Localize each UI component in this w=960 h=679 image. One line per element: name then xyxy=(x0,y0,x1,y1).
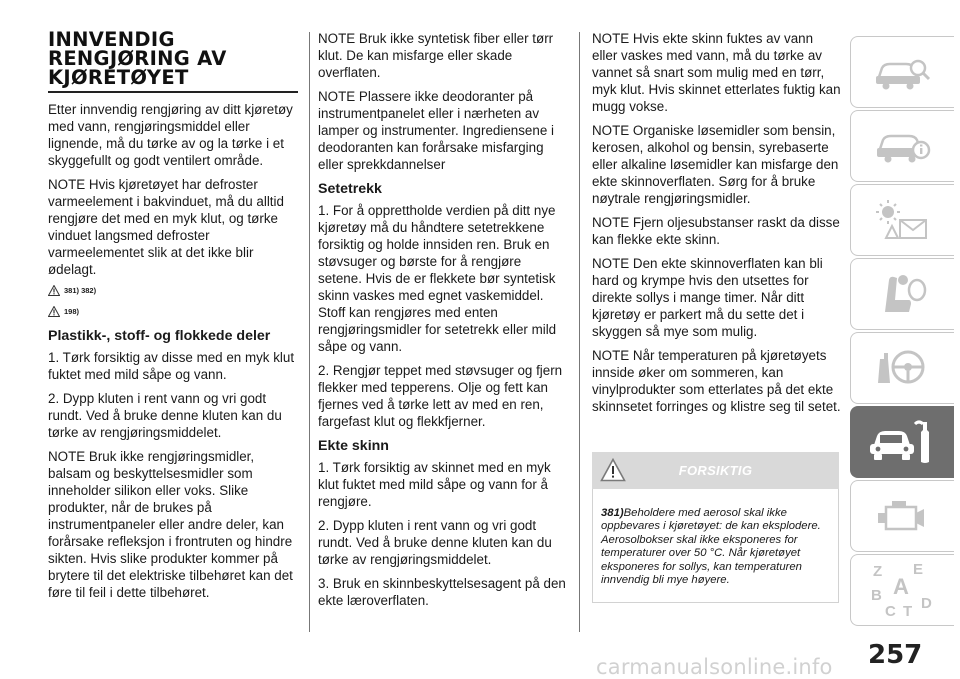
title-rule xyxy=(48,91,298,93)
plastics-step-1: 1. Tørk forsiktig av disse med en myk klut fuktet med mild såpe og vann. xyxy=(48,350,295,382)
leather-step-3: 3. Bruk en skinnbeskyttelsesagent på den ekte læroverflaten. xyxy=(318,576,566,608)
reference-198[interactable] xyxy=(48,303,298,320)
leather-step-2: 2. Dypp kluten i rent vann og vri godt rundt. Ved å bruke denne kluten kan du tørke av rengjøringsmiddelet. xyxy=(318,518,552,567)
page-number: 257 xyxy=(868,640,923,670)
engine-icon xyxy=(872,493,934,539)
subheading-plastics: Plastikk-, stoff- og flokkede deler xyxy=(48,328,271,344)
column-3 xyxy=(592,30,842,422)
tab-service-maintenance[interactable] xyxy=(850,406,954,478)
lights-message-icon xyxy=(872,198,934,242)
plastics-note: NOTE Bruk ikke rengjøringsmidler, balsam og beskyttelsesmidler som inneholder silikon eller voks. Slike produkter, når de brukes på instrumentpaneler eller andre deler, kan forårsake refleksjon i frontruten og hindre sikten. Hvis slike produkter kommer på brytere til det elektriske tilbehøret kan det føre til feil i dette tilbehøret. xyxy=(48,449,293,600)
tab-dashboard[interactable] xyxy=(850,110,954,182)
caution-text: Beholdere med aerosol skal ikke oppbevares i kjøretøyet: de kan eksplodere. Aerosolbokser skal ikke eksponeres for temperaturer over 50 °C. Når kjøretøyet eksponeres for sollys, kan temperaturen innvendig bli mye høyere. xyxy=(601,507,821,587)
tab-safety[interactable] xyxy=(850,258,954,330)
seat-step-2: 2. Rengjør teppet med støvsuger og fjern flekker med tepperens. Olje og fett kan fjernes ved å tørke lett av med en ren, fargefast klut og flekkfjerner. xyxy=(318,363,563,429)
reference-label: 198) xyxy=(64,307,80,316)
car-info-icon xyxy=(875,126,931,166)
column-2 xyxy=(318,30,568,616)
index-letter: D xyxy=(920,595,932,612)
airbag-seat-icon xyxy=(875,272,931,316)
section-title-line3: KJØRETØYET xyxy=(48,66,189,89)
index-letter: T xyxy=(902,603,912,620)
caution-ref: 381) xyxy=(601,507,624,519)
watermark: carmanualsonline.info xyxy=(596,655,833,679)
index-letter: E xyxy=(912,561,923,578)
defroster-note: NOTE Hvis kjøretøyet har defroster varmeelement i bakvinduet, må du alltid rengjøre det med en myk klut, og tørke vinduet langsmed defroster varmeelementet slik at det ikke blir ødelagt. xyxy=(48,177,284,277)
oil-note: NOTE Fjern oljesubstanser raskt da disse kan flekke ekte skinn. xyxy=(592,215,840,247)
wheel-emergency-icon xyxy=(872,345,934,391)
tab-starting-driving[interactable] xyxy=(850,332,954,404)
car-service-icon xyxy=(867,418,939,466)
tab-alphabetical-index[interactable] xyxy=(850,554,954,626)
seat-step-1: 1. For å opprettholde verdien på ditt nye kjøretøy må du håndtere setetrekkene forsiktig og holde innsiden ren. Bruk en støvsuger og børste for å rengjøre setene. Hvis de er flekkete bør syntetisk skinn vaskes med egnet vaskemiddel. Stoff kan rengjøres med enten rengjøringsmidler for setetrekk eller mild såpe og vann. xyxy=(318,203,557,354)
caution-body xyxy=(592,489,839,603)
index-letter: A xyxy=(892,574,909,599)
index-letter: C xyxy=(884,603,896,620)
sunlight-note: NOTE Den ekte skinnoverflaten kan bli hard og krympe hvis den utsettes for direkte sollys i mange timer. Når ditt kjøretøy er parkert må du sette det i skyggen så mye som mulig. xyxy=(592,256,823,339)
synthetic-note: NOTE Bruk ikke syntetisk fiber eller tørr klut. De kan misfarge eller skade overflaten. xyxy=(318,31,554,80)
section-title xyxy=(48,30,298,87)
plastics-step-2: 2. Dypp kluten i rent vann og vri godt rundt. Ved å bruke denne kluten kan du tørke av rengjøringsmiddelet. xyxy=(48,391,282,440)
caution-title: FORSIKTIG xyxy=(678,463,753,478)
temperature-note: NOTE Når temperaturen på kjøretøyets innside øker om sommeren, kan vinylprodukter som etterlates på det ekte skinnsetet forringes og klistre seg til setet. xyxy=(592,348,841,414)
tab-technical-data[interactable] xyxy=(850,480,954,552)
index-letter: Z xyxy=(872,563,882,580)
column-divider xyxy=(309,32,310,632)
deodorant-note: NOTE Plassere ikke deodoranter på instrumentpanelet eller i nærheten av lamper og instrumenter. Ingrediensene i deodoranten kan forårsake misfarging eller sprekkdannelser xyxy=(318,89,554,172)
tab-lights-warnings[interactable] xyxy=(850,184,954,256)
subheading-seat-covers: Setetrekk xyxy=(318,181,382,197)
tab-getting-to-know[interactable] xyxy=(850,36,954,108)
reference-label: 381) 382) xyxy=(64,286,97,295)
caution-header xyxy=(592,452,839,489)
section-title-line1: INNVENDIG xyxy=(48,28,175,51)
caution-icon xyxy=(48,306,60,317)
warning-triangle-icon xyxy=(48,285,60,296)
section-title-line2: RENGJØRING AV xyxy=(48,47,227,70)
caution-box xyxy=(592,452,839,598)
reference-381-382[interactable] xyxy=(48,282,298,299)
column-divider xyxy=(579,32,580,632)
index-letter: B xyxy=(870,587,882,604)
column-1 xyxy=(48,30,298,608)
subheading-leather: Ekte skinn xyxy=(318,438,389,454)
intro-paragraph: Etter innvendig rengjøring av ditt kjøretøy med vann, rengjøringsmiddel eller lignende, må du tørke av og la tørke i et skyggefullt og godt ventilert område. xyxy=(48,102,293,168)
leather-water-note: NOTE Hvis ekte skinn fuktes av vann eller vaskes med vann, må du tørke av vannet så snart som mulig med en tørr, myk klut. Hvis skinnet etterlates fuktig kan mugg vokse. xyxy=(592,31,841,114)
alphabet-index-icon xyxy=(863,560,943,620)
solvents-note: NOTE Organiske løsemidler som bensin, kerosen, alkohol og bensin, syrebaserte eller alkaline løsemidler kan misfarge den ekte skinnoverflaten. Sørg for å bruke nøytrale rengjøringsmidler. xyxy=(592,123,839,206)
leather-step-1: 1. Tørk forsiktig av skinnet med en myk klut fuktet med mild såpe og vann for å rengjøre. xyxy=(318,460,551,509)
car-search-icon xyxy=(872,52,934,92)
